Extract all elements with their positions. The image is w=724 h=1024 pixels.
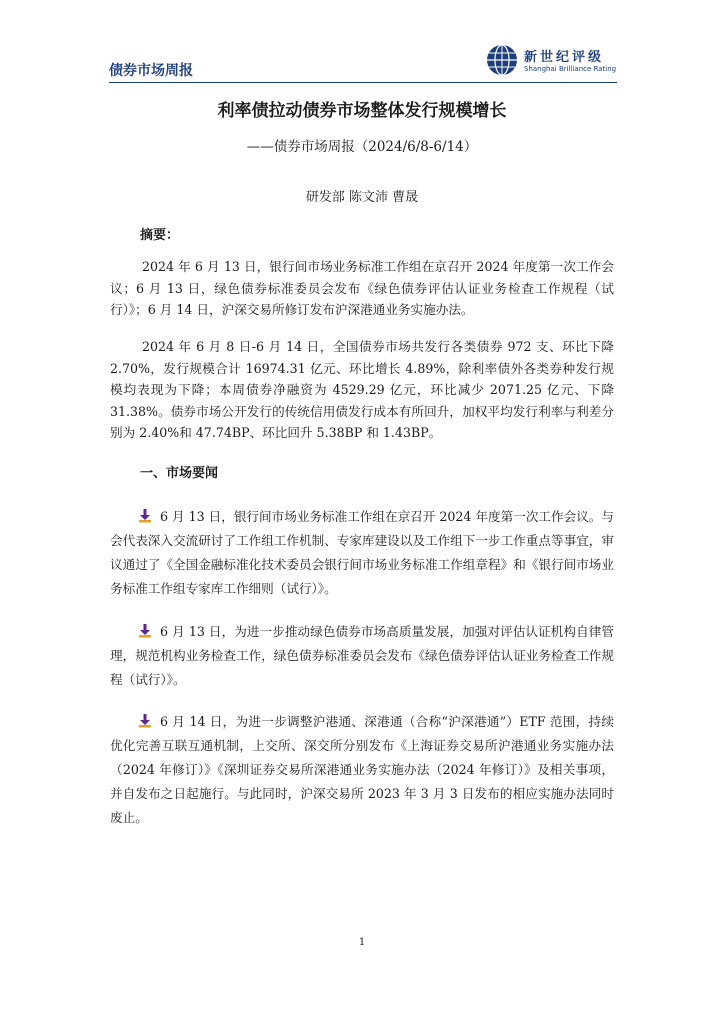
section-heading: 一、市场要闻	[140, 466, 219, 481]
news-item-text: 6 月 14 日，为进一步调整沪港通、深港通（合称“沪深港通”）ETF 范围，持续优化完善互联互通机制，上交所、深交所分别发布《上海证券交易所沪港通业务实施办法（2024 年修订）》《深圳证券交易所深港通业务实施办法（2024 年修订）》及相关事项，并自发布之日起施行。与此同时，沪深交易所 2023 年 3 月 3 日发布的相应实施办法同时废止。	[110, 714, 614, 825]
report-title: 利率债拉动债券市场整体发行规模增长	[217, 101, 507, 121]
news-item	[110, 620, 614, 692]
news-item	[110, 505, 614, 601]
page-number: 1	[358, 937, 366, 948]
logo-chinese-name: 新世纪评级	[524, 50, 605, 65]
logo-globe-icon	[486, 44, 518, 76]
report-authors: 研发部 陈文沛 曹晟	[305, 190, 419, 205]
series-title: 债券市场周报	[109, 63, 193, 79]
abstract-paragraph: 2024 年 6 月 8 日-6 月 14 日，全国债券市场共发行各类债券 972 支、环比下降 2.70%，发行规模合计 16974.31 亿元、环比增长 4.89%，除利率债外各类券种发行规模均表现为下降；本周债券净融资为 4529.29 亿元，环比减少 2071.25 亿元、下降 31.38%。债券市场公开发行的传统信用债发行成本有所回升，加权平均发行利率与利差分别为 2.40%和 47.74BP、环比回升 5.38BP 和 1.43BP。	[110, 339, 615, 440]
logo-english-name: Shanghai Brilliance Rating	[524, 65, 617, 73]
arrow-bullet-icon	[138, 714, 152, 728]
news-item	[110, 710, 614, 830]
company-logo	[486, 44, 616, 78]
report-subtitle: ——债券市场周报（2024/6/8-6/14）	[246, 139, 478, 155]
header-divider	[109, 82, 617, 83]
abstract-label: 摘要：	[140, 228, 180, 243]
arrow-bullet-icon	[138, 509, 152, 523]
abstract-paragraph: 2024 年 6 月 13 日，银行间市场业务标准工作组在京召开 2024 年度第一次工作会议；6 月 13 日，绿色债券标准委员会发布《绿色债券评估认证业务检查工作规程（试行）》；6 月 14 日，沪深交易所修订发布沪深港通业务实施办法。	[110, 259, 614, 317]
news-item-text: 6 月 13 日，银行间市场业务标准工作组在京召开 2024 年度第一次工作会议。与会代表深入交流研讨了工作组工作机制、专家库建设以及工作组下一步工作重点等事宜，审议通过了《全国金融标准化技术委员会银行间市场业务标准工作组章程》和《银行间市场业务标准工作组专家库工作细则（试行）》。	[110, 509, 614, 596]
arrow-bullet-icon	[138, 624, 152, 638]
news-item-text: 6 月 13 日，为进一步推动绿色债券市场高质量发展，加强对评估认证机构自律管理，规范机构业务检查工作，绿色债券标准委员会发布《绿色债券评估认证业务检查工作规程（试行）》。	[110, 624, 614, 687]
